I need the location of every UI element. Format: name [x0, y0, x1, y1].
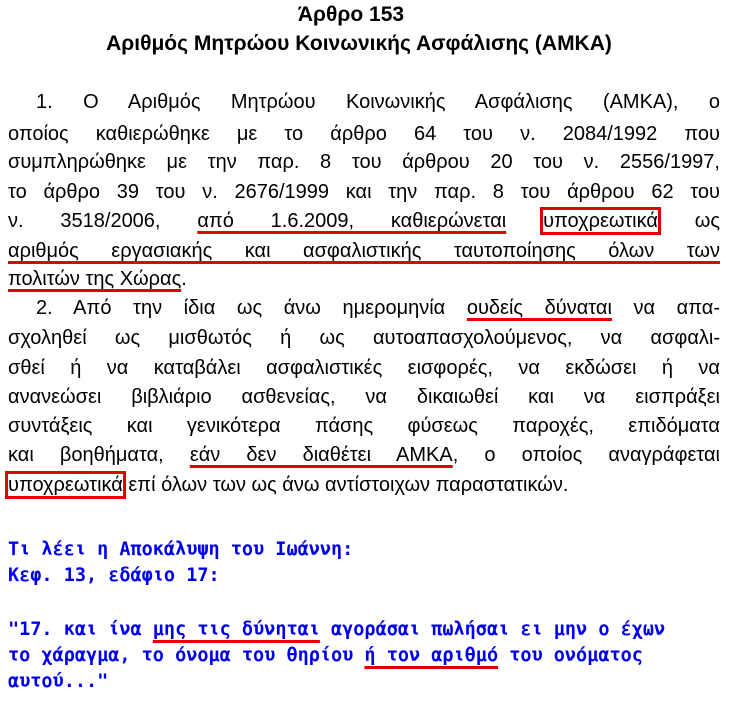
quote-buy-sell: αγοράσαι πωλήσαι ει μην ο έχων [319, 619, 666, 640]
quote-line-3: αυτού..." [8, 671, 109, 692]
paragraph-2-line-7 [8, 471, 720, 499]
highlight-mandatory-box-2: υποχρεωτικά [8, 474, 123, 496]
paragraph-1-line-3: συμπληρώθηκε με την παρ. 8 του άρθρου 20 του ν. 2556/1997, [8, 151, 720, 173]
quote-start: "17. και ίνα [8, 619, 153, 640]
quote-of-name: του ονόματος [498, 645, 643, 666]
highlight-no-one-may: μης τις δύνηται [152, 619, 320, 640]
paragraph-2-line-5: συντάξεις και γενικότερα πάσης φύσεως παροχές, επιδόματα [8, 415, 720, 437]
text-and-benefits: και βοηθήματα, [8, 444, 190, 466]
text-as: ως [657, 210, 720, 232]
paragraph-2-line-6 [8, 441, 720, 469]
paragraph-1-line-5 [8, 207, 720, 235]
paragraph-2-line-2: σχοληθεί ως μισθωτός ή ως αυτοαπασχολούμενος, να ασφαλι- [8, 327, 720, 349]
text-all-documents: επί όλων των ως άνω αντίστοιχων παραστατικών. [122, 474, 569, 496]
text-is-recorded: , ο οποίος αναγράφεται [452, 444, 720, 466]
quote-line-1 [8, 617, 665, 643]
article-title: Άρθρο 153 [297, 3, 405, 26]
paragraph-2-line-3: σθεί ή να καταβάλει ασφαλιστικές εισφορές, να εκδώσει ή να [8, 357, 720, 379]
paragraph-1-line-6-highlighted: αριθμός εργασιακής και ασφαλιστικής ταυτοποίησης όλων των [8, 240, 720, 262]
paragraph-2-line-1 [8, 294, 720, 322]
quote-line-2 [8, 643, 643, 669]
highlight-no-one-can: ουδείς δύναται [466, 297, 612, 319]
highlight-citizens: πολιτών της Χώρας [8, 268, 182, 290]
highlight-or-the-number: ή τον αριθμό [364, 645, 499, 666]
text-same-date: 2. Από την ίδια ως άνω ημερομηνία [36, 297, 467, 319]
paragraph-1-line-2: οποίος καθιερώθηκε με το άρθρο 64 του ν. 2084/1992 που [8, 123, 720, 145]
quote-reference: Κεφ. 13, εδάφιο 17: [8, 565, 220, 586]
paragraph-1-line-7 [8, 265, 720, 293]
article-subtitle: Αριθμός Μητρώου Κοινωνικής Ασφάλισης (ΑΜΚΑ) [106, 32, 612, 55]
highlight-no-amka: εάν δεν διαθέτει ΑΜΚΑ [189, 444, 453, 466]
text-to-be: να απα- [611, 297, 720, 319]
paragraph-1-line-1: 1. Ο Αριθμός Μητρώου Κοινωνικής Ασφάλισης (ΑΜΚΑ), ο [36, 91, 720, 113]
paragraph-2-line-4: ανανεώσει βιβλιάριο ασθενείας, να δικαιωθεί και να εισπράξει [8, 386, 720, 408]
quote-intro: Τι λέει η Αποκάλυψη του Ιωάννη: [8, 539, 354, 560]
paragraph-1-line-4: το άρθρο 39 του ν. 2676/1999 και την παρ. 8 του άρθρου 62 του [8, 181, 720, 203]
highlight-date-established: από 1.6.2009, καθιερώνεται [197, 210, 507, 232]
law-reference-text: ν. 3518/2006, [8, 210, 198, 232]
quote-mark-name: το χάραγμα, το όνομα του θηρίου [8, 645, 365, 666]
highlight-mandatory-box-1: υποχρεωτικά [543, 210, 658, 232]
period: . [181, 268, 187, 290]
